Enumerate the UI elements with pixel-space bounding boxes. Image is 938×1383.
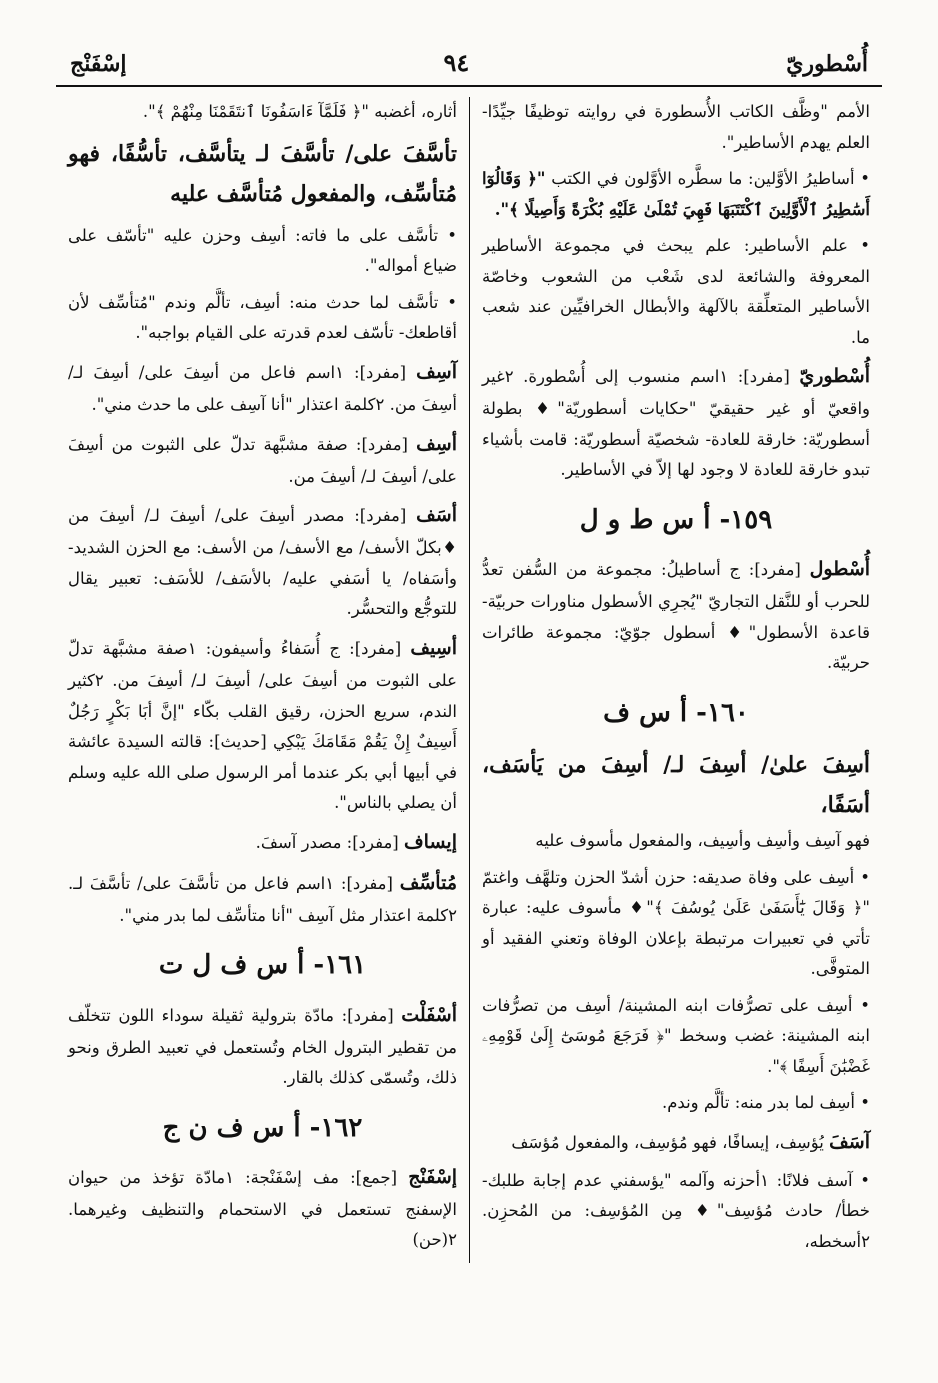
- entry-isaf: إيساف [مفرد]: مصدر آسفَ.: [255, 830, 457, 853]
- entry-isfanj: إسْفَنْج [جمع]: مف إسْفَنْجة: ١مادّة تؤخذ من حيوان الإسفنج تستعمل في الاستحمام والتنظيف وغيرهما. ٢(حن): [68, 1165, 458, 1250]
- verb-heading: تأسَّفَ على/ تأسَّفَ لـ يتأسَّف، تأسُّفًا، فهو مُتأسِّف، والمفعول مُتأسَّف عليه: [68, 140, 457, 208]
- paragraph: • آسف فلانًا: ١أحزنه وآلمه "يؤسفني عدم إجابة طلبك- خطأ/ حادث مُؤسِف"♦ مِن المُؤسِف: من المُحزِن. ٢أسخطه،: [482, 1170, 870, 1251]
- page-number: ٩٤: [443, 48, 470, 77]
- root-heading-162: ١٦٢- أ س ف ن ج: [162, 1112, 363, 1143]
- headword: إيساف: [403, 830, 457, 853]
- headword: إسْفَنْج: [408, 1165, 458, 1188]
- verb-heading: أسِفَ علىٰ/ أسِفَ لـ/ أسِفَ من يَأسَف، أسَفًا،: [482, 751, 870, 819]
- paragraph: • تأسَّف لما حدث منه: أسِف، تألَّم وندم "مُتأسِّف لأن أقاطعك- تأسّف لعدم قدرته على القيام بواجبه".: [68, 292, 457, 343]
- paragraph: • أسِف على تصرُّفات ابنه المشينة/ أسِف من تصرُّفات ابنه المشينة: غضب وسخط "﴿ فَرَجَعَ مُوسَىٰٓ إِلَىٰ قَوْمِهِۦ غَضْبَٰنَ أَسِفًا ﴾".: [482, 995, 870, 1076]
- header-left-word: إسْفَنْج: [70, 51, 127, 77]
- headword: أُسْطوريّ: [799, 365, 870, 388]
- paragraph: الأمم "وظَّف الكاتب الأُسطورة في روايته توظيفًا جيِّدًا- العلم يهدم الأساطير".: [482, 102, 870, 152]
- entry-asif1: آسِف [مفرد]: ١اسم فاعل من أسِفَ على/ أسِفَ لـ/ أسِفَ من. ٢كلمة اعتذار "أنا آسِف على ما حدث مني".: [68, 360, 457, 415]
- entry-body: [مفرد]: ج أساطيلُ: مجموعة من السُّفن تعدُّ للحرب أو للنَّقل التجاريّ "يُجرِي الأسطول مناورات حربيّة- قاعدة الأسطول"♦ أسطول جوّيّ: مجموعة طائرات حربيّة.: [482, 559, 870, 673]
- headword: آسِف: [416, 360, 457, 383]
- page-header: [56, 48, 882, 87]
- headword: أسِف: [416, 432, 458, 455]
- entry-usturi: [482, 359, 870, 486]
- left-column: [56, 97, 469, 1263]
- root-heading-161: ١٦١- أ س ف ل ت: [158, 950, 367, 981]
- entry-asafa: [482, 1125, 870, 1160]
- headword: أسَف: [416, 504, 457, 527]
- paragraph: • تأسَّف على ما فاته: أسِف وحزن عليه "تأسّف على ضياع أمواله".: [68, 225, 457, 276]
- headword: آسَفَ: [829, 1130, 870, 1153]
- entry-asif3: أسِيف [مفرد]: ج أُسَفاءُ وأسيفون: ١صفة مشبَّهة تدلّ على الثبوت من أسِفَ على/ أسِفَ لـ/ أسِفَ من. ٢كثير الندم، سريع الحزن، رقيق القلب بكّاء "إنَّ أبَا بَكْرٍ رَجُلٌ أَسِيفٌ إِنْ يَقُمْ مَقَامَكَ يَبْكِي [حديث]: قالته السيدة عائشة في أبيها أبي بكر عندما أمر الرسول صلى الله عليه وسلم أن يصلي بالناس".: [68, 636, 457, 813]
- root-heading-159: ١٥٩- أ س ط و ل: [579, 504, 773, 535]
- paragraph: • أسِف على وفاة صديقه: حزن أشدّ الحزن وتلهَّف واغتمّ "﴿ وَقَالَ يَٰٓأَسَفَىٰ عَلَىٰ يُوسُفَ ﴾"♦ مأسوف عليه: عبارة تأتي في تعبيرات مرتبطة بإعلان الوفاة وتعني الفقيد أو المتوفَّى.: [482, 867, 870, 979]
- headword: مُتأسِّف: [399, 871, 457, 894]
- root-heading-160: ١٦٠- أ س ف: [603, 697, 749, 728]
- paragraph: • أساطيرُ الأوَّلين: ما سطَّره الأوَّلون في الكتب "﴿ وَقَالُوٓا أَسَٰطِيرُ ٱلْأَوَّلِينَ ٱكْتَتَبَهَا فَهِيَ تُمْلَىٰ عَلَيْهِ بُكْرَةً وَأَصِيلًا ﴾".: [482, 169, 870, 219]
- quran-quote: "﴿ وَقَالُوٓا أَسَٰطِيرُ ٱلْأَوَّلِينَ ٱكْتَتَبَهَا فَهِيَ تُمْلَىٰ عَلَيْهِ بُكْرَةً وَأَصِيلًا ﴾".: [482, 169, 870, 219]
- headword: أُسْطول: [809, 557, 871, 580]
- entry-asfalt: أسْفَلْت [مفرد]: مادّة بترولية ثقيلة سوداء اللون تتخلّف من تقطير البترول الخام وتُستعمل في تعبيد الطرق ونحو ذلك، وتُسمّى كذلك بالقار.: [68, 1003, 458, 1088]
- entry-ustul: [482, 552, 870, 679]
- entry-mutaassif: مُتأسِّف [مفرد]: ١اسم فاعل من تأسَّفَ على/ تأسَّفَ لـ. ٢كلمة اعتذار مثل آسِف "أنا متأسِّف لما بدر مني".: [68, 871, 457, 925]
- paragraph: أثاره، أغضبه "﴿ فَلَمَّآ ءَاسَفُونَا ٱنتَقَمْنَا مِنْهُمْ ﴾".: [142, 102, 457, 121]
- paragraph: • أسِف لما بدر منه: تألَّم وندم.: [661, 1093, 870, 1113]
- entry-asaf: أسَف [مفرد]: مصدر أسِفَ على/ أسِفَ لـ/ أسِفَ من ♦بكلّ الأسف/ مع الأسف/ من الأسف: مع الحزن الشديد- وأسَفاه/ يا أسَفي عليه/ بالأسَف/ للأسَف: تعبير يقال للتوجُّع والتحسُّر.: [68, 504, 457, 619]
- verb-forms: فهو آسِف وأسِف وأسِيف، والمفعول مأسوف عليه: [535, 831, 870, 851]
- header-right-word: أُسْطوريّ: [786, 51, 868, 77]
- headword: أسْفَلْت: [401, 1003, 458, 1026]
- entry-body: [مفرد]: ١اسم منسوب إلى أُسْطورة. ٢غير واقعيّ أو غير حقيقيّ "حكايات أسطوريّة"♦ بطولة أسطوريّة: خارقة للعادة- شخصيّة أسطوريّة: قامت بأشياء تبدو خارقة للعادة لا وجود لها إلاّ في الأساطير.: [482, 367, 870, 480]
- paragraph: • علم الأساطير: علم يبحث في مجموعة الأساطير المعروفة والشائعة لدى شَعْب من الشعوب وخاصّة الأساطير المتعلِّقة بالآلهة والأبطال الخرافيِّين عند شعب ما.: [482, 236, 870, 347]
- entry-asif2: أسِف [مفرد]: صفة مشبَّهة تدلّ على الثبوت من أسِفَ على/ أسِفَ لـ/ أسِفَ من.: [68, 432, 458, 486]
- entry-body: يُؤسِف، إيسافًا، فهو مُؤسِف، والمفعول مُؤسَف: [511, 1132, 824, 1152]
- headword: أسِيف: [410, 636, 457, 659]
- columns: [56, 97, 882, 1263]
- right-column: [469, 97, 882, 1263]
